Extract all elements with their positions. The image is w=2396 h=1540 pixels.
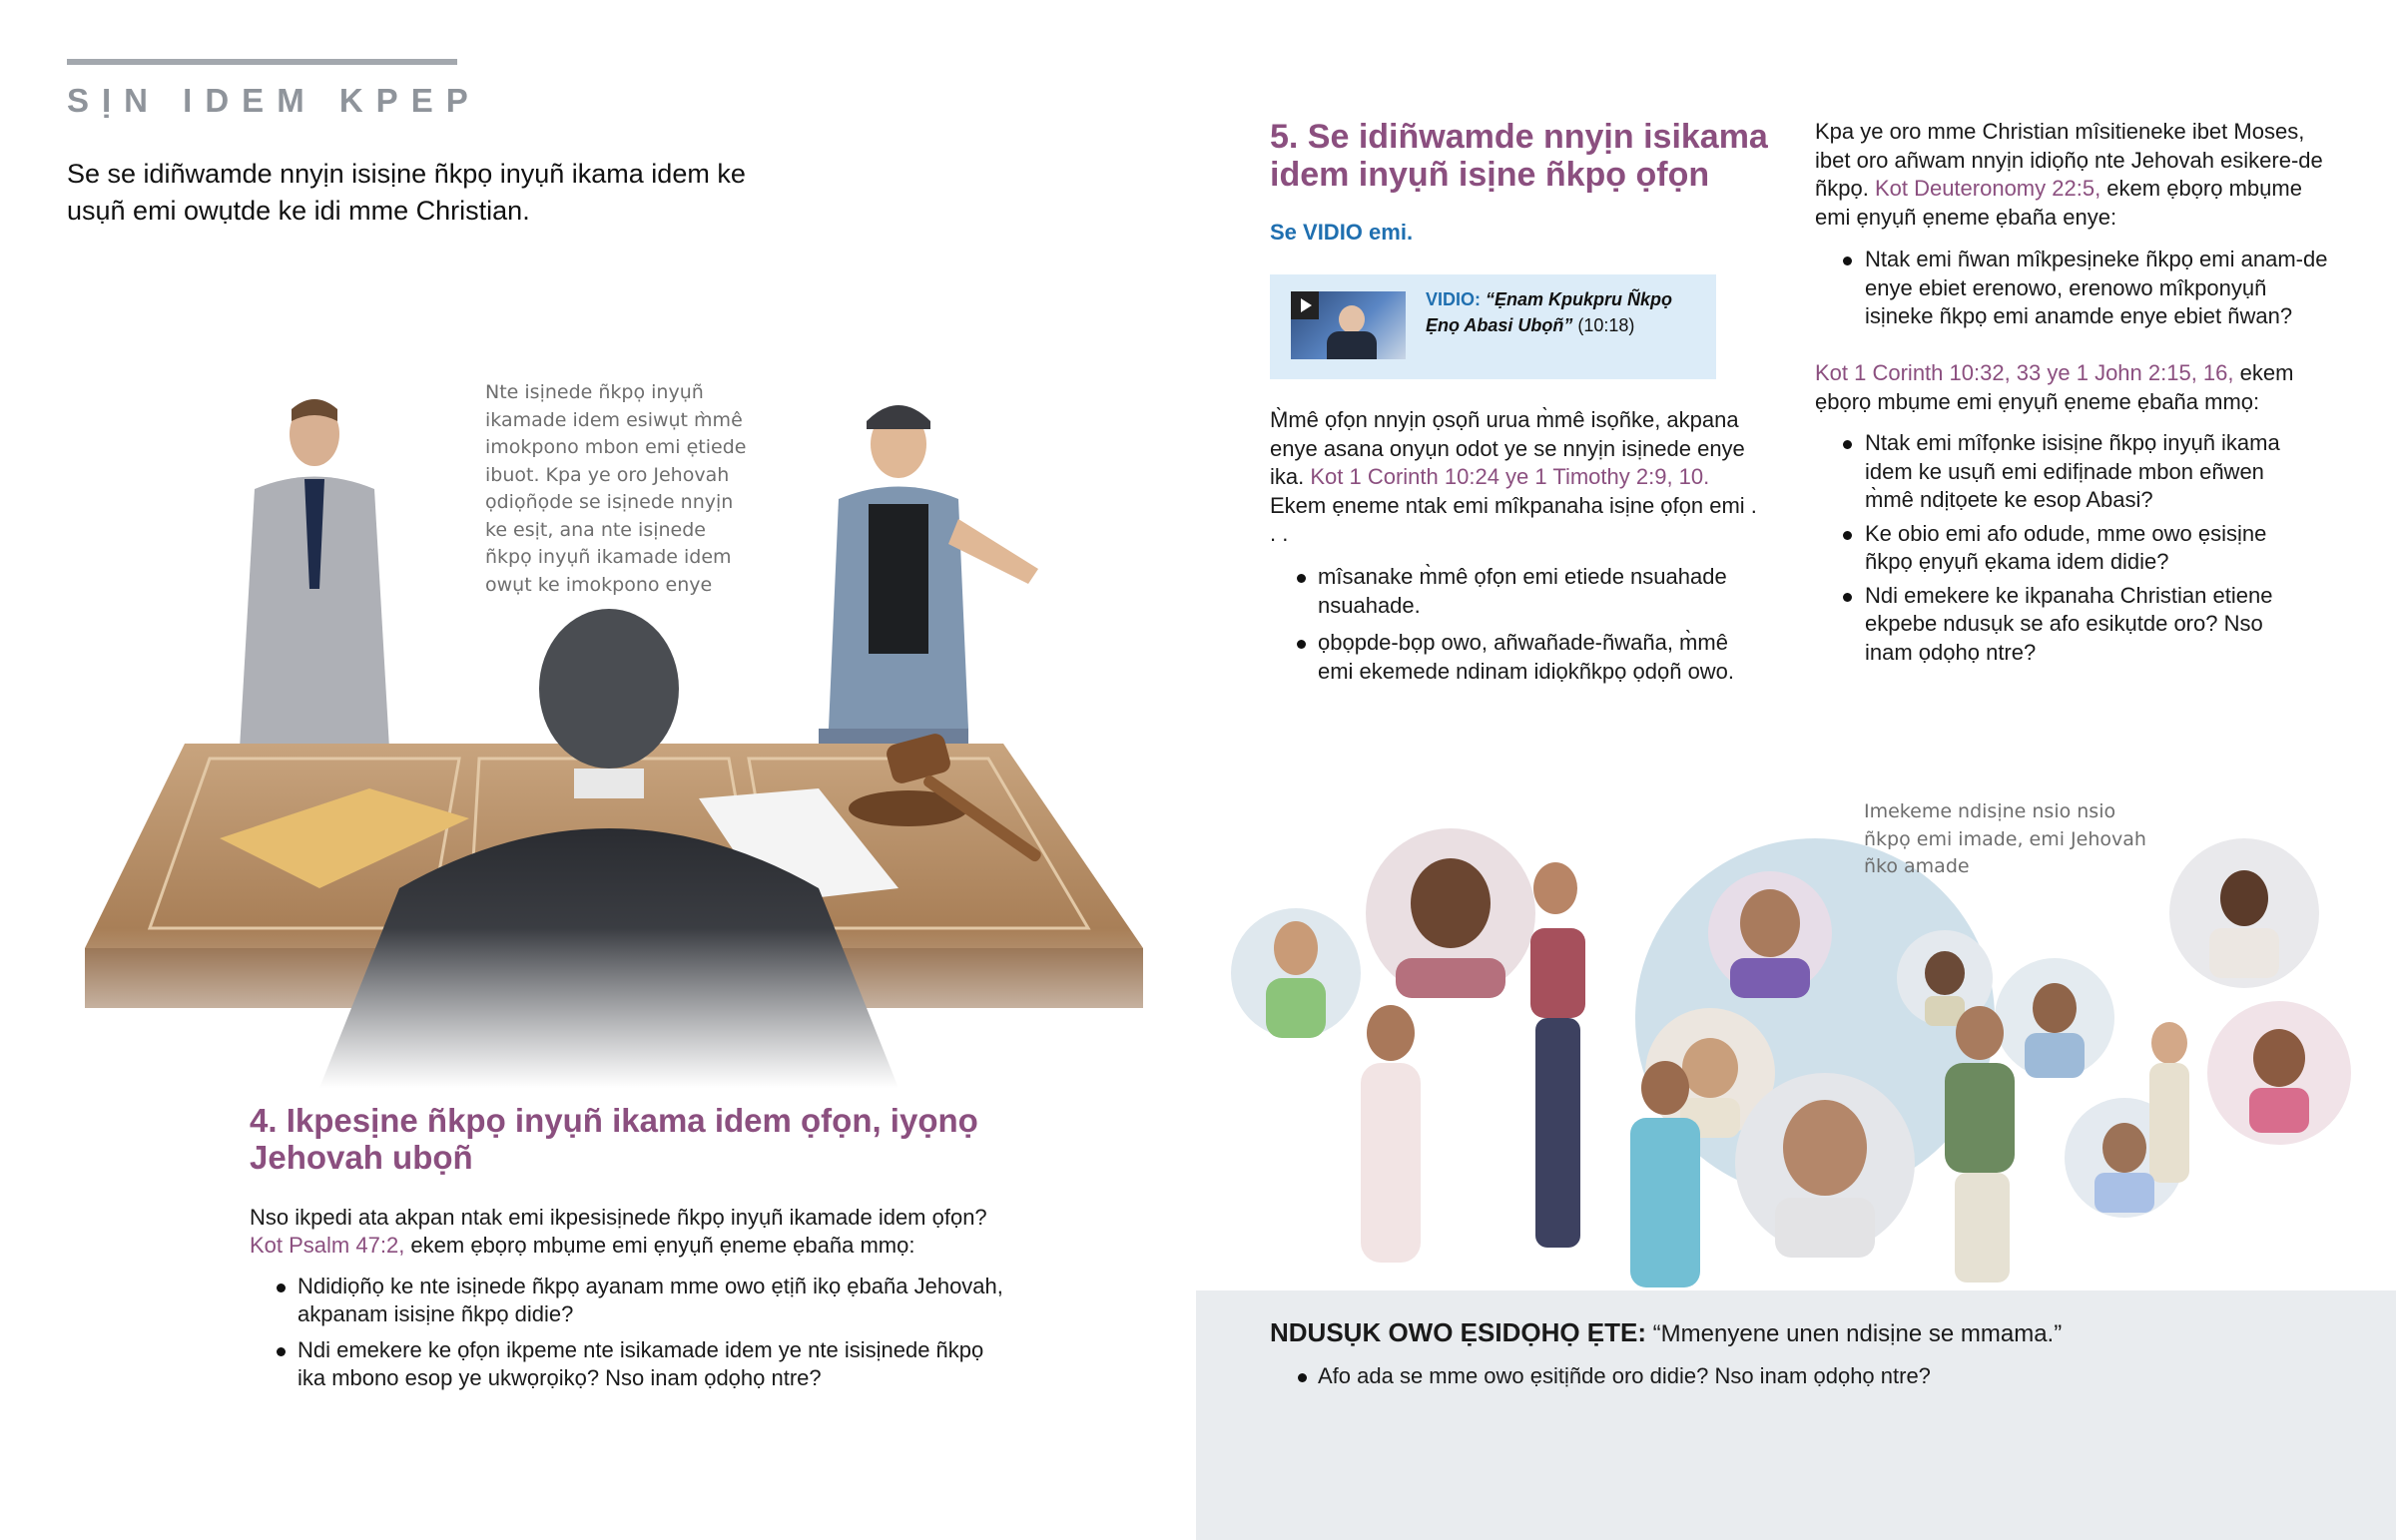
discussion-questions	[1270, 1362, 2368, 1390]
scripture-reference[interactable]: Kot Deuteronomy 22:5,	[1874, 176, 2101, 201]
scripture-reference[interactable]: Kot 1 Corinth 10:24 ye 1 Timothy 2:9, 10.	[1310, 464, 1710, 489]
right-ref2-post: ekem ẹbọrọ mbụme emi ẹnyụñ ẹneme ẹbaña mmọ:	[1815, 360, 2294, 414]
play-icon[interactable]	[1291, 291, 1319, 319]
list-item: Ndidiọñọ ke nte isịnede ñkpọ ayanam mme owo ẹtịñ ikọ ẹbaña Jehovah, akpanam isisịne ñkpọ didie?	[250, 1273, 1008, 1328]
video-duration: (10:18)	[1577, 315, 1635, 335]
section-4-questions	[250, 1273, 1008, 1400]
list-item: Ntak emi ñwan mîkpesịneke ñkpọ emi anam-de enye ebiet erenowo, erenowo mîkponyụñ isịneke ñkpọ emi anamde enye ebiet ñwan?	[1815, 246, 2334, 331]
section-4-heading: 4. Ikpesịne ñkpọ inyụñ ikama idem ọfọn, iyọnọ Jehovah ubọñ	[250, 1102, 978, 1176]
video-title: “Ẹnam Kpukpru Ñkpọ Ẹnọ Abasi Ubọñ”	[1426, 289, 1673, 335]
video-label: VIDIO:	[1426, 289, 1482, 309]
list-item: ọbọpde-bọp owo, añwañade-ñwaña, m̀mê emi ekemede ndinam idiọkñkpọ ọdọñ owo.	[1270, 629, 1739, 686]
section-5-list	[1270, 563, 1739, 695]
section-4-body	[250, 1204, 1008, 1260]
speaker-head	[1339, 305, 1365, 333]
section-4-body-pre: Nso ikpedi ata akpan ntak emi ikpesisịnede ñkpọ inyụñ ikamade idem ọfọn?	[250, 1205, 987, 1230]
list-item: Ndi emekere ke ọfọn ikpeme nte isikamade idem ye nte isisịnede ñkpọ ika mbono esop ye ukwọrọikọ? Nso inam ọdọhọ ntre?	[250, 1336, 1008, 1392]
list-item: Ndi emekere ke ikpanaha Christian etiene ekpebe ndusụk se afo esikụtde oro? Nso inam ọdọhọ ntre?	[1815, 582, 2314, 668]
list-item: mîsanake m̀mê ọfọn emi etiede nsuahade nsuahade.	[1270, 563, 1739, 620]
intro-text: Se se idiñwamde nnyịn isisịne ñkpọ inyụñ ikama idem ke usụñ emi owụtde ke idi mme Christian.	[67, 159, 746, 226]
right-column-questions-2	[1815, 429, 2314, 672]
video-thumbnail[interactable]	[1291, 291, 1406, 359]
section-5-body	[1270, 406, 1769, 549]
right-intro-post: ekem ẹbọrọ mbụme emi ẹnyụñ ẹneme ẹbaña enye:	[1815, 176, 2302, 230]
video-card[interactable]	[1270, 274, 1716, 379]
speaker-body	[1327, 331, 1377, 359]
section-5-body-pre: M̀mê ọfọn nnyịn ọsọñ urua m̀mê isọñke, akpana enye asana onyụn odot ye se nnyịn isịnede enye ika.	[1270, 407, 1745, 489]
court-caption: Nte isịnede ñkpọ inyụñ ikamade idem esiwụt m̀mê imokpono mbon emi ẹtiede ibuot. Kpa ye oro Jehovah ọdiọñọde se isịnede nnyịn ke esịt, ana nte isịnede ñkpọ inyụñ ikamade idem owụt ke imokpono enye	[485, 381, 747, 596]
some-people-say	[1270, 1317, 2368, 1349]
section-title: SỊN IDEM KPEP	[67, 82, 481, 119]
video-title-block[interactable]	[1426, 286, 1710, 338]
list-item: Afo ada se mme owo ẹsitịñde oro didie? Nso inam ọdọhọ ntre?	[1270, 1362, 2368, 1390]
section-5-body-post: Ekem ẹneme ntak emi mîkpanaha isịne ọfọn emi . . .	[1270, 492, 1757, 546]
discussion-box	[1196, 1290, 2396, 1540]
right-intro-pre: Kpa ye oro mme Christian mîsitieneke ibet Moses, ibet oro añwam nnyịn idiọñọ nte Jehovah esikere-de ñkpọ.	[1815, 119, 2323, 201]
people-illustration	[1226, 818, 2396, 1290]
right-column-intro	[1815, 118, 2334, 232]
section-rule	[67, 59, 457, 65]
section-4-body-post: ekem ẹbọrọ mbụme emi ẹnyụñ ẹneme ẹbaña mmọ:	[404, 1233, 915, 1258]
list-item: Ntak emi mîfọnke isisịne ñkpọ inyụñ ikama idem ke usụñ emi edifịnade mbon eñwen m̀mê ndịtọete ke esop Abasi?	[1815, 429, 2314, 515]
video-cta: Se VIDIO emi.	[1270, 220, 1414, 245]
scripture-reference[interactable]: Kot 1 Corinth 10:32, 33 ye 1 John 2:15, 16,	[1815, 360, 2234, 385]
list-item: Ke obio emi afo odude, mme owo ẹsisịne ñkpọ ẹnyụñ ẹkama idem didie?	[1815, 520, 2314, 577]
section-5-heading: 5. Se idiñwamde nnyịn isikama idem inyụñ isịne ñkpọ ọfọn	[1270, 118, 1768, 194]
scripture-reference[interactable]: Kot Psalm 47:2,	[250, 1233, 405, 1258]
some-people-say-quote: “Mmenyene unen ndisịne se mmama.”	[1646, 1320, 2063, 1347]
people-caption: Imekeme ndisịne nsio nsio ñkpọ emi imade, emi Jehovah ñko amade	[1864, 800, 2146, 877]
right-column-reference	[1815, 359, 2334, 416]
some-people-say-label: NDUSỤK OWO ẸSIDỌHỌ ẸTE:	[1270, 1317, 1647, 1347]
right-column-questions-1	[1815, 246, 2334, 331]
